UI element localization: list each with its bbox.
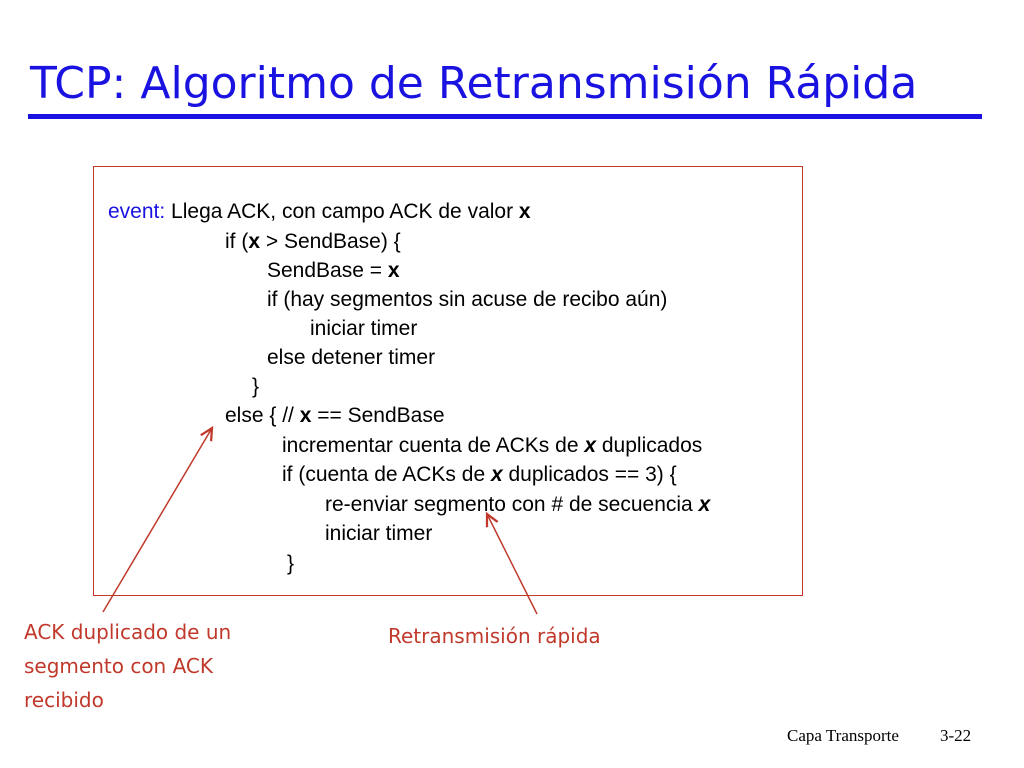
code-line-close-brace: } <box>252 375 260 398</box>
arrow-fast-retransmit <box>487 514 537 614</box>
code-line-start-timer: iniciar timer <box>310 317 418 340</box>
annotation-duplicate-line-2: segmento con ACK <box>24 654 213 678</box>
code-line-if-three: if (cuenta de ACKs de x duplicados == 3) { <box>282 463 677 486</box>
arrow-duplicate-ack <box>103 428 212 612</box>
code-line-sendbase: SendBase = x <box>267 259 400 282</box>
code-line-resend: re-enviar segmento con # de secuencia x <box>325 493 711 516</box>
footer-page-number: 3-22 <box>940 726 972 745</box>
code-line-if-unacked: if (hay segmentos sin acuse de recibo aún) <box>267 288 668 311</box>
code-line-if: if (x > SendBase) { <box>225 230 401 253</box>
code-line-stop-timer: else detener timer <box>267 346 436 369</box>
code-line-else: else { // x == SendBase <box>225 404 445 427</box>
code-line-event: event: Llega ACK, con campo ACK de valor x <box>108 200 531 223</box>
annotation-duplicate-line-1: ACK duplicado de un <box>24 620 232 644</box>
annotation-duplicate-line-3: recibido <box>24 688 104 712</box>
code-line-start-timer-2: iniciar timer <box>325 522 433 545</box>
event-keyword: event: <box>108 200 166 223</box>
annotation-fast-retransmit: Retransmisión rápida <box>388 624 601 648</box>
slide-title: TCP: Algoritmo de Retransmisión Rápida <box>30 58 918 109</box>
footer-chapter: Capa Transporte <box>787 726 899 745</box>
code-line-increment: incrementar cuenta de ACKs de x duplicados <box>282 434 703 457</box>
code-line-close-brace-2: } <box>287 552 295 575</box>
